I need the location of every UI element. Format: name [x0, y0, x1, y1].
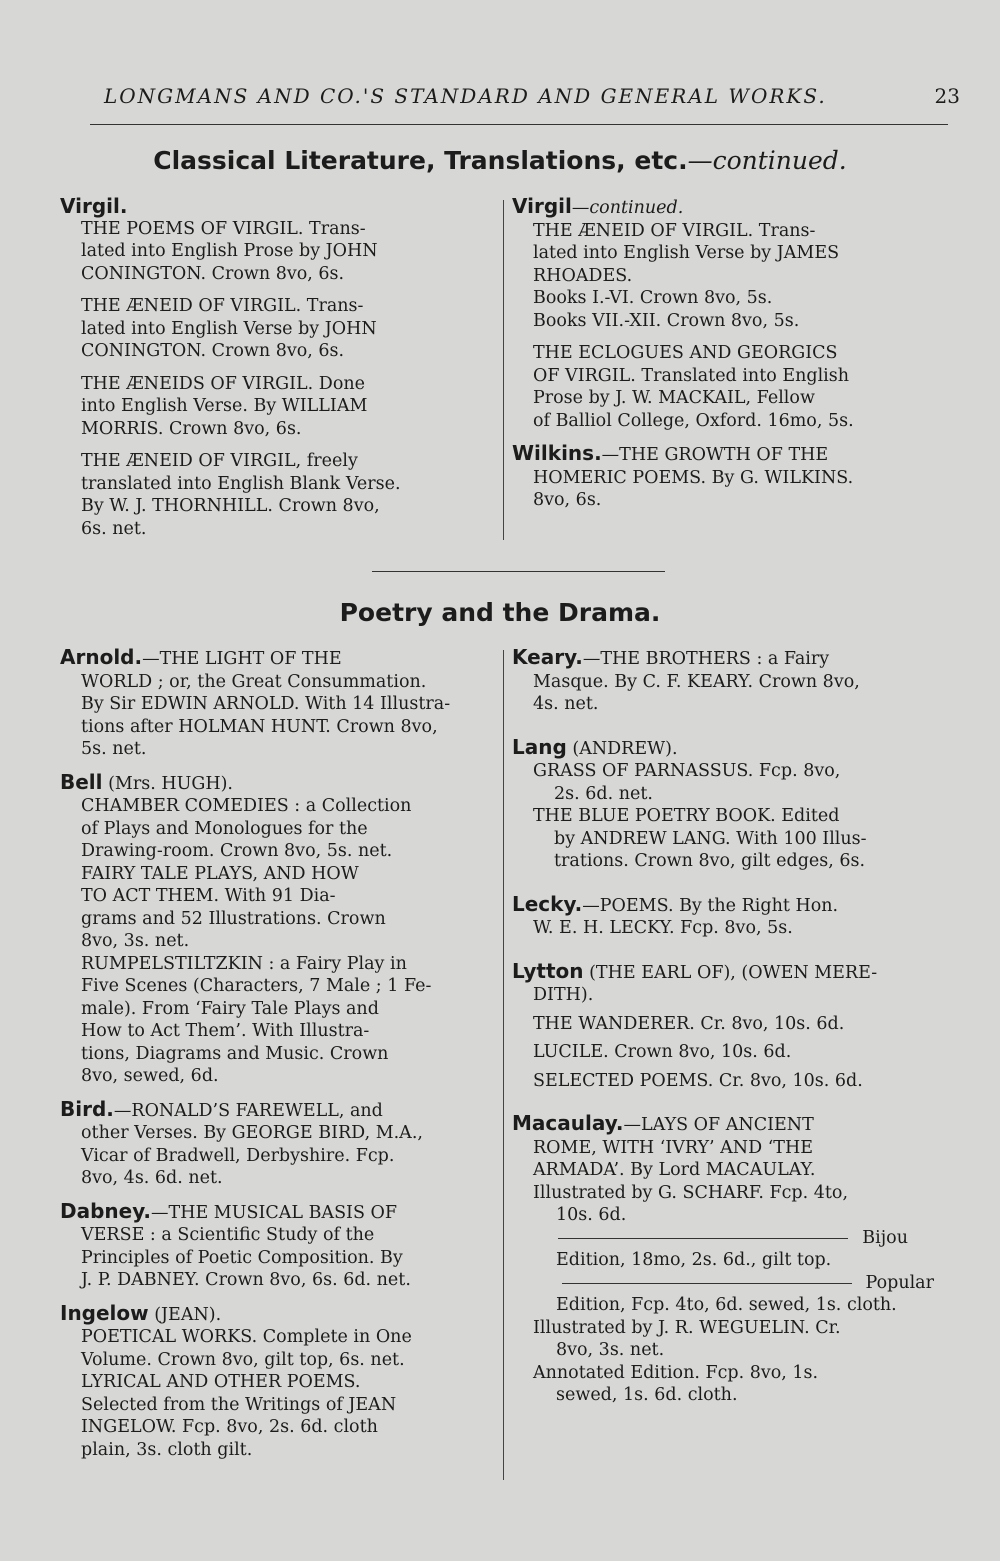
entry-line: Edition, Fcp. 4to, 6d. sewed, 1s. cloth. — [556, 1295, 897, 1315]
entry-line: Popular — [865, 1272, 934, 1293]
entry-line: Illustrated by G. SCHARF. Fcp. 4to, — [533, 1182, 849, 1203]
bijou-edition-line — [512, 1227, 956, 1250]
section-title-text: Classical Literature, Translations, etc. — [153, 146, 688, 175]
entry-wanderer: THE WANDERER. Cr. 8vo, 10s. 6d. — [533, 1013, 845, 1034]
author-heading: Bird. — [60, 1096, 114, 1121]
entry-line: 4s. net. — [533, 694, 599, 714]
entry-aeneid-thornhill — [60, 450, 495, 540]
entry-line: Bijou — [862, 1227, 908, 1248]
entry-wilkins — [512, 442, 956, 512]
entry-aeneid-conington — [60, 295, 495, 363]
author-heading-continued — [512, 195, 956, 220]
entry-line: of Balliol College, Oxford. 16mo, 5s. — [533, 410, 854, 431]
entry-keary — [512, 646, 956, 716]
poetry-left-column — [60, 646, 495, 1471]
entry-line: 8vo, 6s. — [533, 490, 602, 510]
entry-macaulay — [512, 1112, 956, 1407]
entry-line: of Plays and Monologues for the — [81, 818, 368, 839]
entry-line: Selected from the Writings of JEAN — [81, 1394, 397, 1415]
entry-line: RHOADES. — [533, 265, 633, 286]
author-heading: Keary. — [512, 645, 583, 669]
entry-line: THE ÆNEIDS OF VIRGIL. Done — [81, 373, 365, 394]
entry-line: VERSE : a Scientific Study of the — [81, 1225, 375, 1245]
entry-dabney — [60, 1200, 495, 1292]
entry-lecky — [512, 893, 956, 940]
section-title-continued: —continued. — [687, 146, 847, 175]
entry-line: J. P. DABNEY. Crown 8vo, 6s. 6d. net. — [81, 1270, 411, 1290]
poetry-right-column — [512, 646, 956, 1417]
entry-line: THE ÆNEID OF VIRGIL. Trans- — [81, 296, 364, 316]
entry-line: How to Act Them’. With Illustra- — [81, 1021, 370, 1041]
author-tag: (ANDREW). — [572, 738, 678, 759]
entry-line: CONINGTON. Crown 8vo, 6s. — [81, 263, 345, 284]
page-number: 23 — [934, 84, 960, 108]
entry-line: —THE MUSICAL BASIS OF — [151, 1202, 398, 1223]
author-tag: DITH). — [533, 985, 594, 1005]
author-tag: (THE EARL OF), (OWEN MERE- — [589, 962, 878, 983]
popular-edition-line — [512, 1272, 956, 1295]
section-title-poetry: Poetry and the Drama. — [339, 598, 661, 627]
entry-line: THE ÆNEID OF VIRGIL, freely — [81, 451, 358, 471]
entry-line: By W. J. THORNHILL. Crown 8vo, — [81, 496, 380, 516]
entry-line: CHAMBER COMEDIES : a Collection — [81, 796, 412, 816]
entry-line: 2s. 6d. net. — [554, 783, 653, 804]
entry-line: —THE LIGHT OF THE — [142, 649, 342, 669]
entry-chamber-comedies — [60, 795, 495, 863]
entry-line: Illustrated by J. R. WEGUELIN. Cr. — [533, 1317, 841, 1338]
entry-line: THE POEMS OF VIRGIL. Trans- — [81, 218, 366, 239]
entry-line: INGELOW. Fcp. 8vo, 2s. 6d. cloth — [81, 1417, 378, 1437]
entry-aeneid-rhoades — [512, 220, 956, 333]
entry-line: OF VIRGIL. Translated into English — [533, 365, 850, 386]
entry-line: lated into English Verse by JAMES — [533, 243, 840, 263]
entry-line: —LAYS OF ANCIENT — [623, 1115, 814, 1135]
author-tag: (Mrs. HUGH). — [108, 773, 233, 794]
entry-blue-poetry-book — [512, 805, 956, 873]
section-divider — [372, 571, 665, 572]
entry-line: plain, 3s. cloth gilt. — [81, 1439, 253, 1460]
classical-right-column — [512, 195, 956, 522]
author-heading: Virgil. — [60, 194, 128, 218]
running-title: LONGMANS AND CO.'S STANDARD AND GENERAL WORKS. — [104, 84, 827, 108]
section-title-classical — [0, 146, 1000, 175]
entry-arnold — [60, 646, 495, 761]
entry-line: THE BLUE POETRY BOOK. Edited — [533, 806, 840, 826]
entry-poems-of-virgil — [60, 218, 495, 286]
entry-line: Books VII.-XII. Crown 8vo, 5s. — [533, 310, 800, 331]
column-divider — [503, 650, 504, 1480]
author-heading: Bell — [60, 769, 103, 794]
entry-line: 8vo, 4s. 6d. net. — [81, 1168, 223, 1188]
entry-line: RUMPELSTILTZKIN : a Fairy Play in — [81, 953, 407, 974]
entry-rumpelstiltzkin — [60, 953, 495, 1088]
author-heading: Dabney. — [60, 1198, 152, 1223]
entry-line: lated into English Verse by JOHN — [81, 318, 377, 339]
ditto-rule — [558, 1238, 848, 1239]
entry-line: —THE GROWTH OF THE — [601, 445, 829, 465]
entry-line: ROME, WITH ‘IVRY’ AND ‘THE — [533, 1137, 813, 1158]
entry-line: Annotated Edition. Fcp. 8vo, 1s. — [533, 1362, 819, 1383]
entry-aeneids-morris — [60, 373, 495, 441]
entry-line: —RONALD’S FAREWELL, and — [113, 1100, 383, 1121]
entry-poetical-works — [60, 1326, 495, 1371]
entry-line: Vicar of Bradwell, Derbyshire. Fcp. — [81, 1145, 395, 1166]
entry-line: translated into English Blank Verse. — [81, 473, 401, 494]
entry-line: male). From ‘Fairy Tale Plays and — [81, 998, 379, 1019]
entry-line: —THE BROTHERS : a Fairy — [582, 649, 830, 669]
entry-line: 8vo, 3s. net. — [81, 931, 190, 951]
ditto-rule — [562, 1283, 852, 1284]
entry-line: into English Verse. By WILLIAM — [81, 396, 368, 416]
entry-line: by ANDREW LANG. With 100 Illus- — [554, 828, 867, 849]
entry-line: trations. Crown 8vo, gilt edges, 6s. — [554, 851, 866, 871]
entry-line: POETICAL WORKS. Complete in One — [81, 1327, 412, 1347]
entry-line: THE ECLOGUES AND GEORGICS — [533, 343, 838, 363]
entry-lyrical-poems — [60, 1371, 495, 1461]
author-heading: Virgil — [512, 194, 572, 218]
continued-tag: —continued. — [571, 198, 684, 218]
entry-line: 8vo, sewed, 6d. — [81, 1066, 219, 1086]
entry-line: THE ÆNEID OF VIRGIL. Trans- — [533, 220, 816, 241]
author-tag: (JEAN). — [154, 1304, 222, 1325]
entry-line: other Verses. By GEORGE BIRD, M.A., — [81, 1123, 423, 1143]
running-head — [60, 84, 960, 114]
entry-line: Five Scenes (Characters, 7 Male ; 1 Fe- — [81, 976, 432, 996]
entry-line: Masque. By C. F. KEARY. Crown 8vo, — [533, 671, 860, 692]
header-rule — [90, 124, 948, 125]
entry-line: Edition, 18mo, 2s. 6d., gilt top. — [556, 1250, 832, 1270]
entry-line: WORLD ; or, the Great Consummation. — [81, 671, 427, 692]
classical-left-column — [60, 195, 495, 550]
author-heading: Lang — [512, 734, 567, 759]
entry-lytton — [512, 960, 956, 1093]
entry-line: Drawing-room. Crown 8vo, 5s. net. — [81, 841, 393, 861]
entry-line: Books I.-VI. Crown 8vo, 5s. — [533, 288, 773, 308]
author-heading: Macaulay. — [512, 1111, 624, 1135]
entry-ingelow — [60, 1302, 495, 1462]
entry-line: LYRICAL AND OTHER POEMS. — [81, 1372, 361, 1392]
author-heading: Ingelow — [60, 1300, 149, 1325]
entry-selected-poems: SELECTED POEMS. Cr. 8vo, 10s. 6d. — [533, 1070, 863, 1091]
entry-line: 10s. 6d. — [556, 1205, 627, 1225]
entry-line: By Sir EDWIN ARNOLD. With 14 Illustra- — [81, 694, 451, 714]
entry-eclogues-mackail — [512, 342, 956, 432]
entry-line: MORRIS. Crown 8vo, 6s. — [81, 418, 302, 439]
entry-line: grams and 52 Illustrations. Crown — [81, 908, 386, 929]
entry-fairy-tale-plays — [60, 863, 495, 953]
entry-line: tions, Diagrams and Music. Crown — [81, 1043, 389, 1064]
author-heading: Lytton — [512, 958, 584, 983]
entry-line: Volume. Crown 8vo, gilt top, 6s. net. — [81, 1349, 405, 1370]
column-divider — [503, 200, 504, 540]
author-heading: Arnold. — [60, 645, 143, 669]
entry-line: GRASS OF PARNASSUS. Fcp. 8vo, — [533, 761, 841, 781]
entry-line: lated into English Prose by JOHN — [81, 241, 378, 261]
entry-line: —POEMS. By the Right Hon. — [582, 895, 839, 916]
entry-bird — [60, 1098, 495, 1190]
entry-line: 5s. net. — [81, 739, 147, 759]
entry-line: Prose by J. W. MACKAIL, Fellow — [533, 388, 815, 408]
entry-line: tions after HOLMAN HUNT. Crown 8vo, — [81, 716, 438, 737]
entry-grass-of-parnassus — [512, 760, 956, 805]
author-heading: Wilkins. — [512, 441, 602, 465]
entry-line: 6s. net. — [81, 518, 147, 539]
entry-line: Principles of Poetic Composition. By — [81, 1247, 403, 1268]
entry-line: 8vo, 3s. net. — [556, 1340, 665, 1360]
entry-line: HOMERIC POEMS. By G. WILKINS. — [533, 467, 854, 488]
entry-lucile: LUCILE. Crown 8vo, 10s. 6d. — [533, 1042, 792, 1062]
author-heading: Lecky. — [512, 891, 583, 916]
entry-lang — [512, 736, 956, 873]
entry-line: CONINGTON. Crown 8vo, 6s. — [81, 341, 345, 361]
entry-line: W. E. H. LECKY. Fcp. 8vo, 5s. — [533, 918, 793, 938]
entry-bell — [60, 771, 495, 1088]
entry-line: ARMADA’. By Lord MACAULAY. — [533, 1160, 816, 1180]
entry-line: FAIRY TALE PLAYS, AND HOW — [81, 863, 359, 884]
entry-line: sewed, 1s. 6d. cloth. — [556, 1385, 738, 1405]
entry-line: TO ACT THEM. With 91 Dia- — [81, 886, 336, 906]
